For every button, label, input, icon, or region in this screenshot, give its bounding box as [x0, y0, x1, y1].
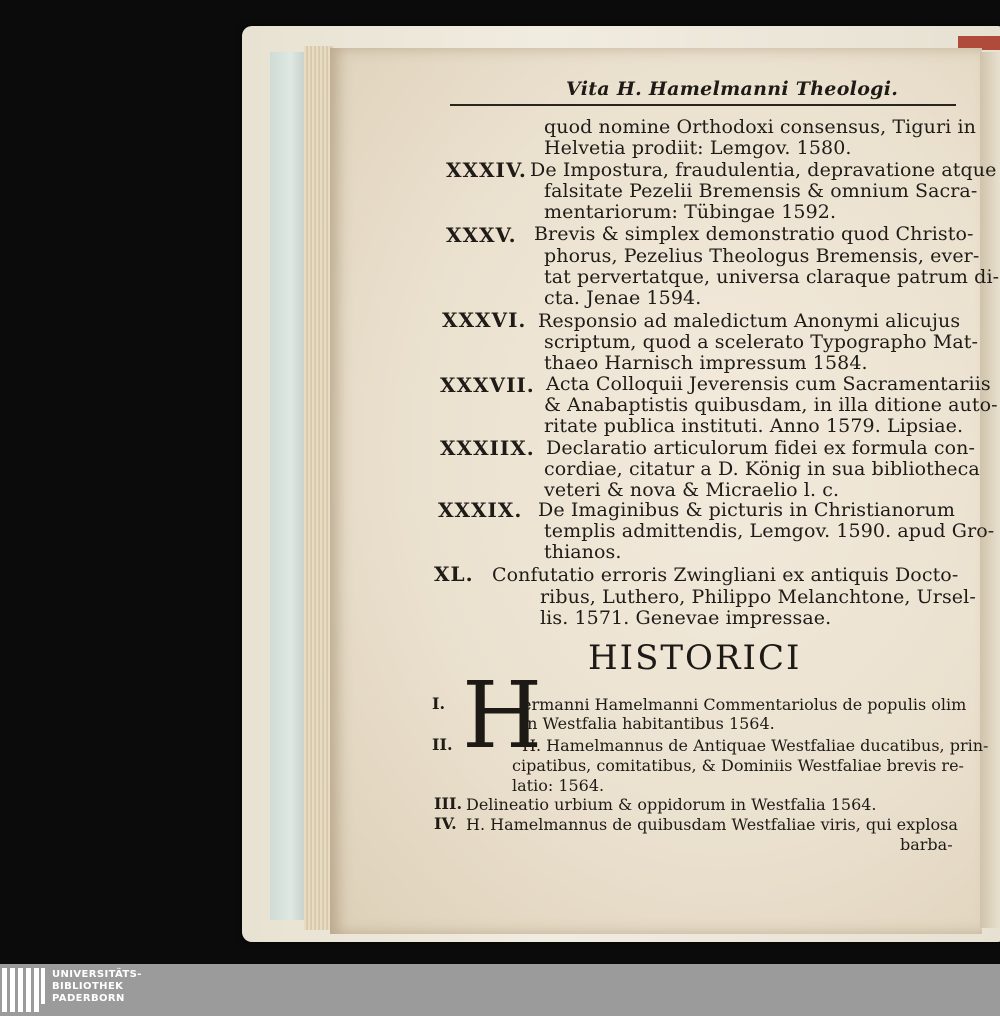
entry-number: XXXIV. — [446, 158, 527, 182]
entry-number: XXXVII. — [440, 373, 535, 397]
entry-number: XXXV. — [446, 223, 517, 247]
spine-lining — [270, 52, 304, 920]
text-line: lis. 1571. Genevae impressae. — [540, 607, 832, 629]
logo-line: UNIVERSITÄTS- — [52, 969, 142, 980]
library-logo-text — [52, 969, 142, 1005]
text-line: De Impostura, fraudulentia, depravatione atque — [530, 159, 997, 181]
text-line: Brevis & simplex demonstratio quod Christo- — [534, 223, 974, 245]
text-line: cta. Jenae 1594. — [544, 287, 702, 309]
logo-line: BIBLIOTHEK — [52, 981, 124, 992]
text-line: veteri & nova & Micraelio l. c. — [544, 479, 840, 501]
entry-number: XXXIIX. — [440, 436, 535, 460]
text-line: H. Hamelmannus de Antiquae Westfaliae ducatibus, prin- — [522, 736, 989, 755]
text-line: thianos. — [544, 541, 622, 563]
header-rule — [450, 104, 956, 106]
text-line: tat pervertatque, universa claraque patrum di- — [544, 266, 1000, 288]
drop-cap: H — [462, 662, 543, 769]
text-line: in Westfalia habitantibus 1564. — [522, 714, 775, 733]
catchword: barba- — [900, 835, 953, 854]
entry-number: XL. — [434, 562, 474, 586]
text-line: Declaratio articulorum fidei ex formula con- — [546, 437, 976, 459]
text-line: H. Hamelmannus de quibusdam Westfaliae viris, qui explosa — [466, 815, 958, 834]
text-line: latio: 1564. — [512, 776, 605, 795]
library-footer — [0, 964, 1000, 1016]
text-line: templis admittendis, Lemgov. 1590. apud Gro- — [544, 520, 995, 542]
text-line: quod nomine Orthodoxi consensus, Tiguri in — [544, 116, 976, 138]
entry-number: IV. — [434, 814, 457, 833]
text-line: falsitate Pezelii Bremensis & omnium Sacra- — [544, 180, 978, 202]
text-line: ermanni Hamelmanni Commentariolus de populis olim — [522, 695, 967, 714]
text-line: Acta Colloquii Jeverensis cum Sacramentariis — [546, 373, 991, 395]
text-line: De Imaginibus & picturis in Christianorum — [538, 499, 955, 521]
text-line: Responsio ad maledictum Anonymi alicujus — [538, 310, 961, 332]
text-line: phorus, Pezelius Theologus Bremensis, ever- — [544, 245, 980, 267]
entry-number: I. — [432, 694, 446, 713]
text-line: scriptum, quod a scelerato Typographo Mat- — [544, 331, 979, 353]
text-line: ritate publica instituti. Anno 1579. Lipsiae. — [544, 415, 964, 437]
entry-number: XXXIX. — [438, 498, 523, 522]
text-line: Helvetia prodiit: Lemgov. 1580. — [544, 137, 852, 159]
entry-number: XXXVI. — [442, 308, 527, 332]
entry-number: III. — [434, 794, 463, 813]
running-head: Vita H. Hamelmanni Theologi. — [566, 78, 899, 100]
logo-line: PADERBORN — [52, 993, 125, 1004]
text-line: mentariorum: Tübingae 1592. — [544, 201, 837, 223]
text-line: Delineatio urbium & oppidorum in Westfalia 1564. — [466, 795, 877, 814]
library-logo-icon — [2, 968, 46, 1012]
text-line: cordiae, citatur a D. König in sua bibliotheca — [544, 458, 980, 480]
section-heading: HISTORICI — [588, 638, 802, 678]
text-line: thaeo Harnisch impressum 1584. — [544, 352, 868, 374]
text-line: cipatibus, comitatibus, & Dominiis Westfaliae brevis re- — [512, 756, 964, 775]
text-line: Confutatio erroris Zwingliani ex antiquis Docto- — [492, 564, 959, 586]
text-line: ribus, Luthero, Philippo Melanchtone, Ursel- — [540, 586, 976, 608]
text-line: & Anabaptistis quibusdam, in illa ditione auto- — [544, 394, 998, 416]
page-right-edge — [980, 52, 1000, 928]
entry-number: II. — [432, 735, 453, 754]
